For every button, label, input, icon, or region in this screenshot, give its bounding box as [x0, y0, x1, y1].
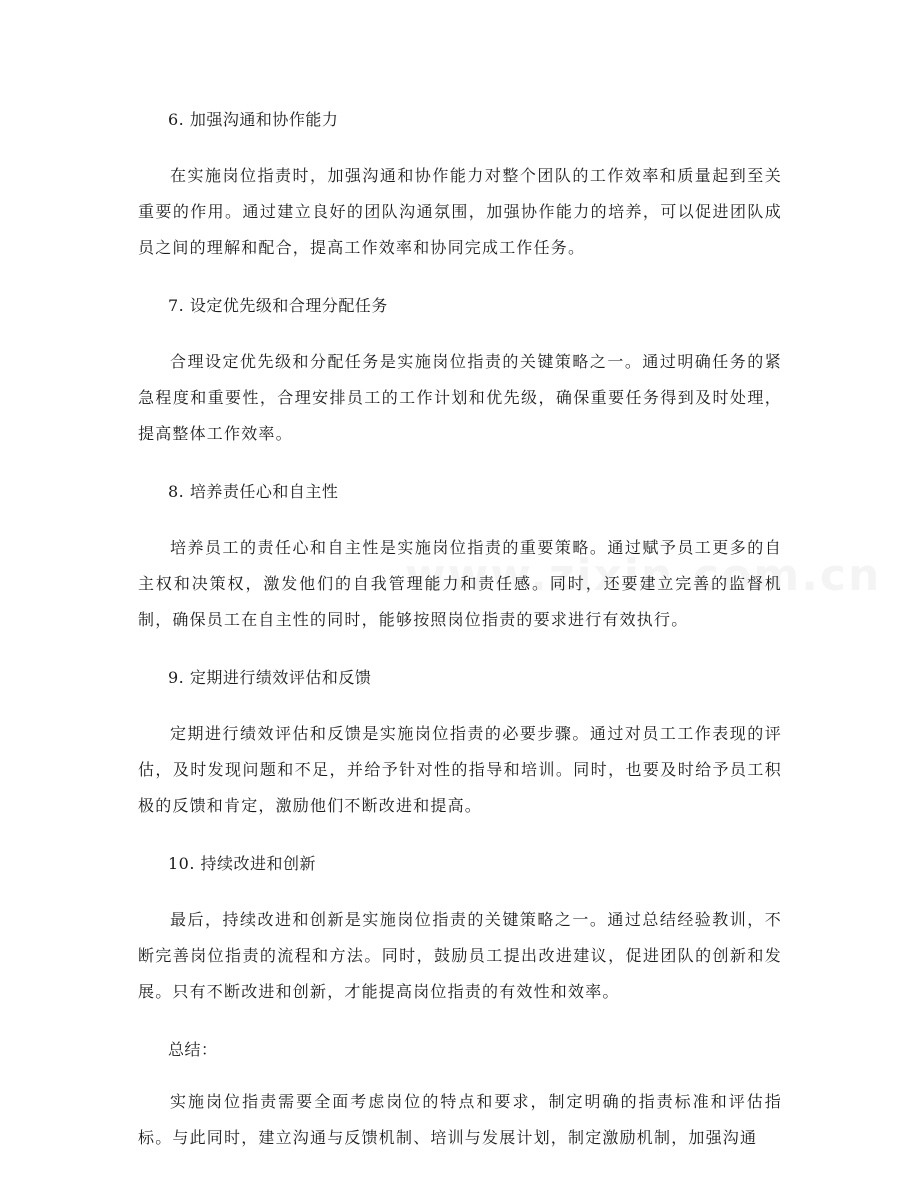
section-paragraph: 培养员工的责任心和自主性是实施岗位指责的重要策略。通过赋予员工更多的自主权和决策权，激发他们的自我管理能力和责任感。同时，还要建立完善的监督机制，确保员工在自主性的同时，能够按照岗位指责的要求进行有效执行。	[138, 538, 782, 629]
section-heading: 8. 培养责任心和自主性	[168, 482, 339, 501]
document-content	[138, 106, 782, 1182]
section-paragraph: 定期进行绩效评估和反馈是实施岗位指责的必要步骤。通过对员工工作表现的评估，及时发现问题和不足，并给予针对性的指导和培训。同时，也要及时给予员工积极的反馈和肯定，激励他们不断改进和提高。	[138, 724, 782, 815]
section-paragraph: 在实施岗位指责时，加强沟通和协作能力对整个团队的工作效率和质量起到至关重要的作用。通过建立良好的团队沟通氛围，加强协作能力的培养，可以促进团队成员之间的理解和配合，提高工作效率和协同完成工作任务。	[138, 166, 782, 257]
section-paragraph: 合理设定优先级和分配任务是实施岗位指责的关键策略之一。通过明确任务的紧急程度和重要性，合理安排员工的工作计划和优先级，确保重要任务得到及时处理，提高整体工作效率。	[138, 352, 782, 443]
section-heading: 10. 持续改进和创新	[168, 854, 317, 873]
section-heading: 6. 加强沟通和协作能力	[168, 110, 339, 129]
summary-paragraph: 实施岗位指责需要全面考虑岗位的特点和要求，制定明确的指责标准和评估指标。与此同时，建立沟通与反馈机制、培训与发展计划，制定激励机制，加强沟通	[138, 1092, 782, 1147]
summary-heading: 总结：	[168, 1040, 218, 1059]
section-heading: 7. 设定优先级和合理分配任务	[168, 296, 388, 315]
section-heading: 9. 定期进行绩效评估和反馈	[168, 668, 372, 687]
section-paragraph: 最后，持续改进和创新是实施岗位指责的关键策略之一。通过总结经验教训，不断完善岗位指责的流程和方法。同时，鼓励员工提出改进建议，促进团队的创新和发展。只有不断改进和创新，才能提高岗位指责的有效性和效率。	[138, 910, 782, 1001]
